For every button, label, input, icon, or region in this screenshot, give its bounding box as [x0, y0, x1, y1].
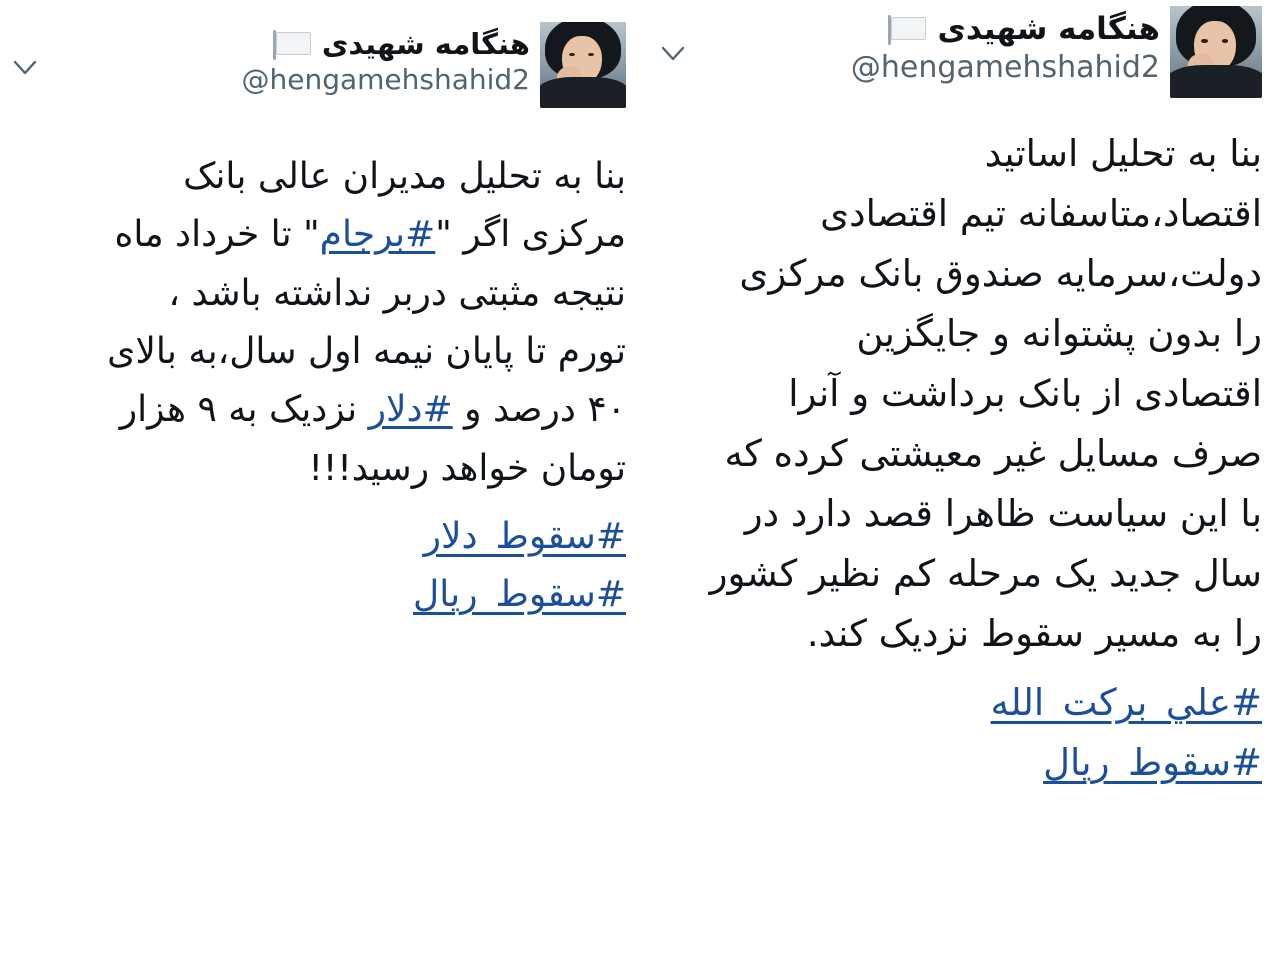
- author-names: [241, 22, 530, 97]
- author-names: [851, 6, 1160, 86]
- hashtag-link[interactable]: #سقوط_ریال: [1043, 741, 1262, 785]
- tweet-line-part: ۴۰ درصد و: [452, 389, 626, 431]
- tweet-line: بنا به تحلیل مدیران عالی بانک: [183, 156, 626, 197]
- tweet-line: بنا به تحلیل اساتید: [984, 132, 1262, 175]
- tweet-line: سال جدید یک مرحله کم نظیر کشور: [709, 551, 1262, 595]
- tweet-line: [0, 206, 626, 264]
- avatar[interactable]: [540, 22, 626, 108]
- tweet-line-part: " تا خرداد ماه: [114, 214, 320, 256]
- hashtag-link[interactable]: #سقوط_دلار: [423, 515, 626, 557]
- handle[interactable]: @hengamehshahid2: [850, 49, 1160, 85]
- tweet-line: تورم تا پایان نیمه اول سال،به بالای: [107, 330, 626, 372]
- chevron-down-icon[interactable]: [8, 50, 42, 84]
- white-flag-icon: [270, 30, 312, 60]
- handle[interactable]: @hengamehshahid2: [241, 63, 530, 97]
- tweet-line: اقتصادی از بانک برداشت و آنرا: [788, 371, 1262, 415]
- chevron-down-icon[interactable]: [656, 36, 690, 70]
- hashtag-list: [0, 508, 626, 625]
- hashtag-inline-link[interactable]: #دلار: [368, 389, 453, 431]
- tweet-line: نتیجه مثبتی دربر نداشته باشد ،: [168, 272, 626, 314]
- tweet-line: دولت،سرمایه صندوق بانک مرکزی: [739, 251, 1262, 295]
- hashtag-list: [650, 673, 1262, 793]
- avatar[interactable]: [1170, 6, 1262, 98]
- tweet-header: [0, 22, 626, 108]
- hashtag-link[interactable]: #علي_بركت_الله: [990, 681, 1262, 725]
- tweet-line: را به مسیر سقوط نزدیک کند.: [806, 611, 1262, 655]
- tweet-line: با این سیاست ظاهرا قصد دارد در: [744, 491, 1262, 535]
- tweet-text: [0, 148, 626, 625]
- tweet-header: [650, 6, 1262, 98]
- tweet-line: را بدون پشتوانه و جایگزین: [856, 311, 1262, 355]
- tweet-text: [650, 124, 1262, 793]
- display-name[interactable]: هنگامه شهیدی: [937, 11, 1160, 47]
- tweet-line: اقتصاد،متاسفانه تیم اقتصادی: [820, 191, 1262, 235]
- hashtag-inline-link[interactable]: #برجام: [319, 214, 436, 256]
- display-name[interactable]: هنگامه شهیدی: [321, 27, 530, 61]
- tweet-pane-right: [640, 0, 1280, 960]
- tweet-line: صرف مسایل غیر معیشتی کرده که: [724, 431, 1262, 475]
- tweet-line-part: نزدیک به ۹ هزار: [119, 389, 369, 431]
- tweet-line-part: مرکزی اگر ": [435, 214, 626, 256]
- tweet-line: [0, 381, 626, 439]
- white-flag-icon: [885, 15, 927, 45]
- hashtag-link[interactable]: #سقوط_ریال: [413, 574, 626, 616]
- tweet-line: تومان خواهد رسید!!!: [308, 447, 626, 489]
